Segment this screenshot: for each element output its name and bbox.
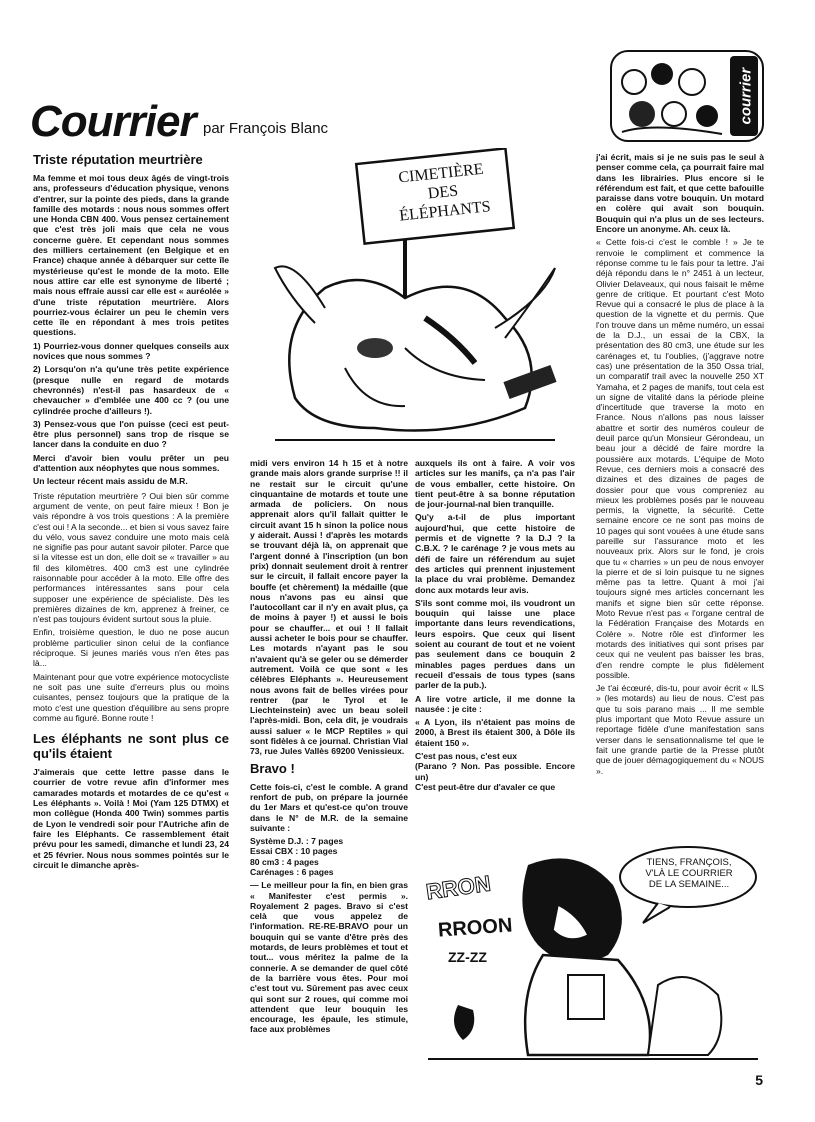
paragraph: C'est pas nous, c'est eux	[415, 751, 517, 762]
sound-effect-rron: RRON	[424, 870, 493, 905]
logo-text: courrier	[737, 67, 755, 125]
paragraph: A lire votre article, il me donne la nausée : je cite :	[415, 693, 575, 714]
heading-bravo: Bravo !	[250, 760, 295, 776]
elephant-cemetery-cartoon	[255, 148, 570, 453]
paragraph: S'ils sont comme moi, ils voudront un bouquin qui laisse une place importante dans leurs revendications, leurs espoirs. Que ceux qui lisent soient au courant de tout et ne voient pas seulement dans ce bouquin 2 minables pages perdues dans un recueil d'essais de tous types (sans parler de la pub.).	[415, 597, 575, 691]
mail-delivery-cartoon	[418, 845, 768, 1063]
paragraph: j'ai écrit, mais si je ne suis pas le seul à penser comme cela, ça pourrait faire mal dans les librairies. Plus encore si le référendum est fait, et que cette bafouille paraisse dans votre bouquin. Un motard en colère qui avait son bouquin. Bouquin qui n'a plus un de ses lecteurs. Encore un anonyme. Ah. ceux là.	[596, 152, 764, 235]
speech-bubble	[624, 857, 754, 890]
sign-line: CIMETIÈRE	[397, 160, 485, 187]
sound-effect-rroon: RROON	[437, 914, 514, 942]
letter-3-end	[596, 152, 764, 234]
paragraph: Enfin, troisième question, le duo ne pose aucun problème particulier sinon celui de la confiance réciproque. Si jeunes mariés vous n'en êtes pas là...	[33, 627, 229, 669]
paragraph: Ma femme et moi tous deux âgés de vingt-trois ans, professeurs d'éducation physique, venons d'entrer, sur la pointe des pieds, dans la grande famille des motards : nous nous sommes offert une Honda CBN 400. Vous pensez certainement que c'est très joli mais que cela ne vous concerne guère. Et cependant nous sommes des milliers certainement (en Belgique et en France) chaque année à débarquer sur cette île mystérieuse qu'est le monde de la moto. Elle nous attire car elle est synonyme de liberté ; mais nous effraie aussi car elle est « auréolée » d'une triste réputation meurtrière. Alors pourriez-vous éclairer un peu le chemin vers cette île en répondant à mes trois petites questions.	[33, 173, 229, 338]
bubble-line: V'LÀ LE COURRIER	[645, 868, 733, 879]
paragraph: Je t'ai écœuré, dis-tu, pour avoir écrit « ILS » (les motards) au lieu de nous. C'est pas que tu sois parano mais ... Il me semble plus important que Moto Revue assure un reportage fidèle d'une manifestation sans verser dans le sensationnalisme tel que le fait une grande partie de la Presse plutôt que de jouer démagogiquement du « NOUS ».	[596, 683, 764, 776]
paragraph: Cette fois-ci, c'est le comble. A grand renfort de pub, on prépare la journée du 1er Mars et qu'est-ce qu'on trouve dans le N° de M.R. de la semaine suivante :	[250, 781, 408, 833]
heading-triste-reputation: Triste réputation meurtrière	[33, 152, 203, 167]
page-number: 5	[755, 1072, 763, 1088]
paragraph: — Le meilleur pour la fin, en bien gras « Manifester c'est permis ». Royalement 2 pages. Bravo si c'est celà que vous appelez de l'information. RE-RE-BRAVO pour un bouquin qui se vante d'être près des motards, de leurs problèmes et tout et tout... vous méritez la palme de la connerie. A se demander de quel côté de la barrière vous êtes. Pour moi c'est tout vu. Sûrement pas avec ceux qui sont sur 2 roues, qui comme moi attendent que leur bouquin les encourage, les épaule, les stimule, face aux problèmes	[250, 880, 408, 1035]
page-title: Courrier	[30, 97, 196, 146]
paragraph: J'aimerais que cette lettre passe dans le courrier de votre revue afin d'informer mes camarades motards et motardes de ce qu'est « Les éléphants ». Voilà ! Moi (Yam 125 DTMX) et mon collègue (Honda 400 Twin) sommes partis de Lyon le vendredi soir pour l'Autriche afin de faire les Eléphants. Ce rassemblement était prévu pour les samedi, dimanche et lundi 23, 24 et 25 février. Nous nous sommes pointés sur le circuit le dimanche après-	[33, 767, 229, 870]
bubble-line: TIENS, FRANÇOIS,	[646, 857, 732, 868]
paragraph: Qu'y a-t-il de plus important aujourd'hui, que cette histoire de permis et de vignette ? la D.J ? la C.B.X. ? le carénage ? je vous mets au défi de faire un référendum au sujet des articles qui prennent injustement la place du vrai problème. Demandez donc aux motards leur avis.	[415, 512, 575, 595]
reply-3	[596, 237, 764, 775]
paragraph: « Cette fois-ci c'est le comble ! » Je te renvoie le compliment et commence la réponse comme tu le fais pour ta lettre. J'ai déjà répondu dans le n° 2451 à un lecteur, Olivier Delaveaux, qui nous faisait le même genre de critique. Et pourtant c'est Moto Revue qui a consacré le plus de place à la question de la vignette et du permis. Que l'on trouve dans un même numéro, un essai de la D.J., un essai de la CBX, la présentation des 80 cm3, une étude sur les carénages et, tu l'oublies, (j'aggrave notre cas) une présentation de la 350 Ossa trial, un comparatif trail avec la nouvelle 250 XT Yamaha, et 2 pages de manifs, tout cela est un signe de vitalité dans la période pleine d'incertitude que traverse la moto en France. Nous n'allons pas nous laisser abattre et sortir des numéros couleur de deuil parce qu'un Monsieur Gérondeau, un beau jour a décidé de faire mordre la poussière aux motards. L'équipe de Moto Revue, ces derniers mois a consacré des dizaines et des dizaines de pages de dossier pour que vous compreniez au mieux les problèmes posés par le nouveau permis, la vignette, la sécurité. Cette semaine encore ce ne sont pas moins de 10 pages qui sont vouées à une étude sans pareille sur l'assurance moto et les nouveaux prix. Alors sur le fond, je crois que tu « charries » un peu de nous envoyer la pierre et de si loin puisque tu ne signes même pas ta lettre. Quant à moi j'ai toujours signé mes articles concernant les manifs et signe bien sûr cette réponse. Moto Revue n'est pas « l'organe central de la Fédération Française des Motards en Colère ». Notre rôle est d'informer les motards des initiatives qui sont prises par ceux qui ne veulent pas baisser les bras, d'en rendre compte le plus fidèlement possible.	[596, 237, 764, 680]
byline: par François Blanc	[203, 120, 329, 137]
courrier-logo	[610, 50, 764, 142]
column-2	[250, 458, 408, 1038]
letter-1	[33, 173, 229, 487]
column-3	[415, 458, 575, 795]
list-item: 80 cm3 : 4 pages	[250, 856, 319, 867]
paragraph: Un lecteur récent mais assidu de M.R.	[33, 476, 188, 487]
bubble-line: DE LA SEMAINE...	[648, 879, 730, 890]
paragraph: 2) Lorsqu'on n'a qu'une très petite expérience (presque nulle en regard de motards chevronnés) n'est-il pas hasardeux de « chevaucher » d'emblée une 400 cc ? (ou une cylindrée proche d'ailleurs !).	[33, 364, 229, 416]
heading-elephants: Les éléphants ne sont plus ce qu'ils étaient	[33, 731, 229, 762]
sign-line: DES	[427, 182, 459, 203]
paragraph: « A Lyon, ils n'étaient pas moins de 2000, à Brest ils étaient 300, à Dôle ils étaient 150 ».	[415, 717, 575, 748]
column-1	[33, 152, 229, 873]
paragraph: 3) Pensez-vous que l'on puisse (ceci est peut-être plus personnel) sans trop de risque se lancer dans la conduite en duo ?	[33, 418, 229, 450]
paragraph: Triste réputation meurtrière ? Oui bien sûr comme argument de vente, on peut faire mieux ! Bon je vais répondre à vos trois questions : A la première c'est oui ! A la seconde... et bien si vous savez faire du vélo, vous savez conduire une moto mais celà ne signifie pas pour autant savoir piloter. Parce que si la vitesse est un don, elle doit se « travailler » au fil des kilomètres. 400 cm3 est une cylindrée raisonnable pour accéder à la moto. Elle offre des performances intéressantes sans pour cela supposer une expérience de spécialiste. Dès les premières dizaines de km, apprenez à freiner, ce n'est pas toujours évident surtout sous la pluie.	[33, 490, 229, 625]
list-item: Essai CBX : 10 pages	[250, 846, 338, 857]
reply-1	[33, 491, 229, 724]
sound-effect-zz: ZZ-ZZ	[448, 949, 487, 965]
paragraph: Merci d'avoir bien voulu prêter un peu d'attention aux néophytes que nous sommes.	[33, 452, 229, 474]
letter-2	[33, 767, 229, 870]
letter-bravo	[250, 782, 408, 1035]
list-item: Carénages : 6 pages	[250, 866, 334, 877]
paragraph: (Parano ? Non. Pas possible. Encore un)	[415, 761, 575, 782]
paragraph: C'est peut-être dur d'avaler ce que	[415, 781, 556, 792]
column-4	[596, 152, 764, 779]
paragraph: auxquels ils ont à faire. A voir vos articles sur les manifs, ça n'a pas l'air de vous emballer, cette histoire. On tient peut-être à sa bonne réputation de jour-journal-nal bien tranquille.	[415, 458, 575, 510]
paragraph: 1) Pourriez-vous donner quelques conseils aux novices que nous sommes ?	[33, 340, 229, 362]
letter-2-continued	[250, 458, 408, 757]
paragraph: midi vers environ 14 h 15 et à notre grande mais alors grande surprise !! il ne restait sur le circuit qu'une cinquantaine de motards et toute une armada de policiers. On nous apprenait alors qu'il fallait quitter le circuit avant 15 h sinon la police nous y aiderait. Aussi ! d'après les motards se trouvant déjà là, on apprenait que l'argent donné à l'inscription (un bon prix) donnait seulement droit à rentrer sur le circuit, il fallait encore payer la bouffe (et chèrement) la médaille (que nous n'avons pas eu ainsi que l'autocollant car il n'y en avait plus, ça de moins à payer !) et aussi le bois pour se chauffer... et oui ! Il fallait aussi acheter le bois pour se chauffer. Les motards n'ayant pas le sou n'avaient qu'à se geler ou se démerder autrement. Voilà ce que sont « les célèbres Eléphants ». Heureusement nous avons fait de belles virées pour rentrer (par le Tyrol et le Liechteinstein) avec un beau soleil l'après-midi. Bon, cela dit, je voudrais aussi saluer « le MCP Reptiles » qui sont fidèles à ce journal. Christian Vial 73, rue Jules Vallès 69200 Venissieux.	[250, 458, 408, 757]
sign-line: ÉLÉPHANTS	[398, 198, 492, 225]
paragraph: Maintenant pour que votre expérience motocycliste ne soit pas une suite d'erreurs plus ou moins cuisantes, pensez toujours que la pratique de la moto c'est une question d'équilibre au sens propre comme au figuré. Bonne route !	[33, 671, 229, 723]
list-item: Système D.J. : 7 pages	[250, 836, 344, 847]
